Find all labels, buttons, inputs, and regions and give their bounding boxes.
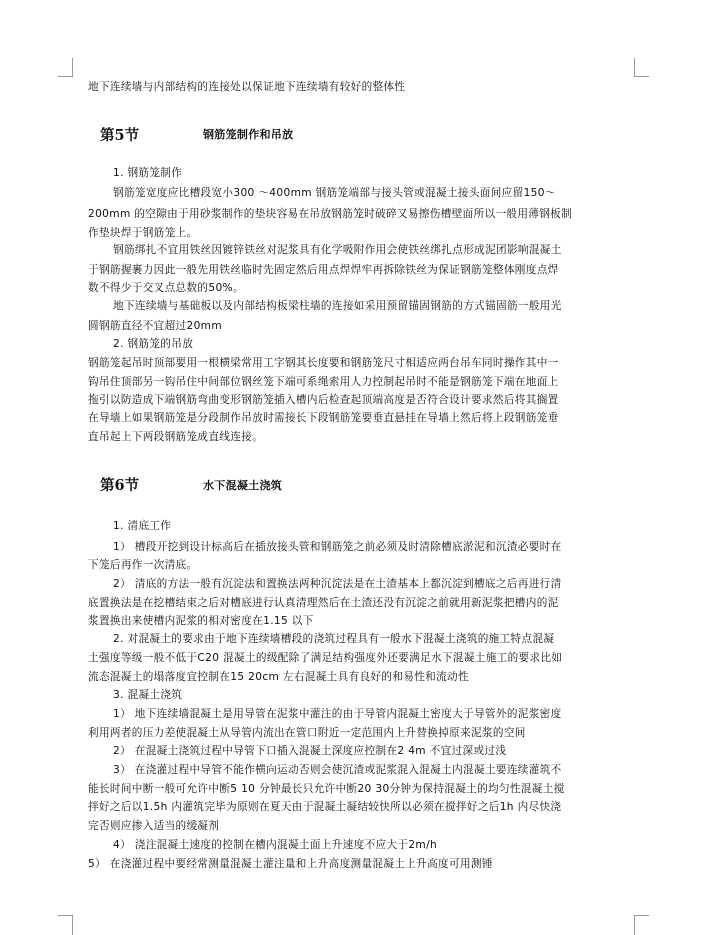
s6-line: 1） 槽段开挖到设计标高后在插放接头管和钢筋笼之前必须及时清除槽底淤泥和沉渣必要时在 (113, 541, 562, 553)
s6-line: 2） 在混凝土浇筑过程中导管下口插入混凝土深度应控制在2 4m 不宜过深或过浅 (113, 745, 507, 757)
s5-line: 于钢筋握裹力因此一般先用铁丝临时先固定然后用点焊焊牢再拆除铁丝为保证钢筋笼整体刚度点焊 (88, 264, 559, 276)
s6-line: 土强度等级一般不低于C20 混凝土的级配除了满足结构强度外还要满足水下混凝土施工的要求比如 (88, 652, 563, 664)
s6-line: 完否则应掺入适当的缓凝剂 (88, 820, 220, 832)
s6-line: 流态混凝土的塌落度宜控制在15 20cm 左右混凝土具有良好的和易性和流动性 (88, 671, 469, 683)
s5-line: 直吊起上下两段钢筋笼成直线连接。 (88, 431, 264, 443)
s5-line: 钢筋笼宽度应比槽段宽小300 ～400mm 钢筋笼端部与接头管或混凝土接头面间应留150～ (113, 187, 556, 199)
s6-line: 能长时间中断一般可允许中断5 10 分钟最长只允许中断20 30分钟为保持混凝土的均匀性混凝土搅 (88, 783, 565, 795)
crop-mark-top-right-v (634, 58, 635, 76)
s6-line: 拌好之后以1.5h 内灌筑完毕为原则在夏天由于混凝土凝结较快所以必须在搅拌好之后1h 内尽快浇 (88, 801, 562, 813)
s6-line: 2） 清底的方法一般有沉淀法和置换法两种沉淀法是在土渣基本上都沉淀到槽底之后再进行清 (113, 578, 562, 590)
s5-line: 钩吊住顶部另一钩吊住中间部位钢丝笼下端可系绳索用人力控制起吊时不能是钢筋笼下端在地面上 (88, 376, 559, 388)
crop-mark-bottom-left-v (72, 915, 73, 935)
crop-mark-bottom-right-v (634, 915, 635, 935)
s5-subheading-2: 2. 钢筋笼的吊放 (113, 338, 194, 350)
section-5-title: 钢筋笼制作和吊放 (203, 128, 294, 141)
crop-mark-top-left-v (72, 58, 73, 76)
s6-line: 下笼后再作一次清底。 (88, 559, 198, 571)
s6-line: 利用两者的压力差使混凝土从导管内流出在管口附近一定范围内上升替换掉原来泥浆的空间 (88, 727, 526, 739)
crop-mark-bottom-right-h (634, 915, 649, 916)
s6-line: 5） 在浇灌过程中要经常测量混凝土灌注量和上升高度测量混凝土上升高度可用测锤 (88, 858, 493, 870)
section-5-number: 第5节 (100, 127, 140, 144)
intro-line: 地下连续墙与内部结构的连接处以保证地下连续墙有较好的整体性 (88, 81, 406, 93)
s5-line: 数不得少于交叉点总数的50%。 (88, 282, 244, 294)
s5-line: 200mm 的空隙由于用砂浆制作的垫块容易在吊放钢筋笼时破碎又易擦伤槽壁面所以一般用薄钢板制 (88, 208, 573, 220)
s5-line: 圆钢筋直径不宜超过20mm (88, 320, 223, 332)
s5-line: 钢筋绑扎不宜用铁丝因镀锌铁丝对泥浆具有化学吸附作用会使铁丝绑扎点形成泥团影响混凝土 (113, 244, 562, 256)
s5-line: 拖引以防造成下端钢筋弯曲变形钢筋笼插入槽内后检查起顶端高度是否符合设计要求然后将其搁置 (88, 394, 559, 406)
s6-line: 1） 地下连续墙混凝土是用导管在泥浆中灌注的由于导管内混凝土密度大于导管外的泥浆密度 (113, 708, 562, 720)
s5-subheading-1: 1. 钢筋笼制作 (113, 167, 183, 179)
crop-mark-bottom-left-h (58, 915, 73, 916)
s5-line: 作垫块焊于钢筋笼上。 (88, 227, 198, 239)
crop-mark-top-left-h (58, 76, 73, 77)
s5-line: 地下连续墙与基础板以及内部结构板梁柱墙的连接如采用预留锚固钢筋的方式锚固筋一般用光 (113, 300, 562, 312)
s5-line: 在导墙上如果钢筋笼是分段制作吊放时需接长下段钢筋笼要垂直悬挂在导墙上然后将上段钢筋笼垂 (88, 412, 559, 424)
section-6-number: 第6节 (100, 477, 140, 494)
crop-mark-top-right-h (634, 76, 649, 77)
s6-line: 底置换法是在挖槽结束之后对槽底进行认真清理然后在土渣还没有沉淀之前就用新泥浆把槽内的泥 (88, 597, 559, 609)
s6-line: 3） 在浇灌过程中导管不能作横向运动否则会使沉渣或泥浆混入混凝土内混凝土要连续灌筑不 (113, 764, 562, 776)
s6-subheading-3: 3. 混凝土浇筑 (113, 689, 183, 701)
s6-subheading-1: 1. 清底工作 (113, 520, 172, 532)
s5-line: 钢筋笼起吊时顶部要用一根横梁常用工字钢其长度要和钢筋笼尺寸相适应两台吊车同时操作其中一 (88, 357, 559, 369)
s6-line: 4） 浇注混凝土速度的控制在槽内混凝土面上升速度不应大于2m/h (113, 839, 438, 851)
s6-line: 2. 对混凝土的要求由于地下连续墙槽段的浇筑过程具有一般水下混凝土浇筑的施工特点混凝 (113, 633, 555, 645)
section-6-title: 水下混凝土浇筑 (203, 479, 283, 492)
s6-line: 浆置换出来使槽内泥浆的相对密度在1.15 以下 (88, 615, 314, 627)
